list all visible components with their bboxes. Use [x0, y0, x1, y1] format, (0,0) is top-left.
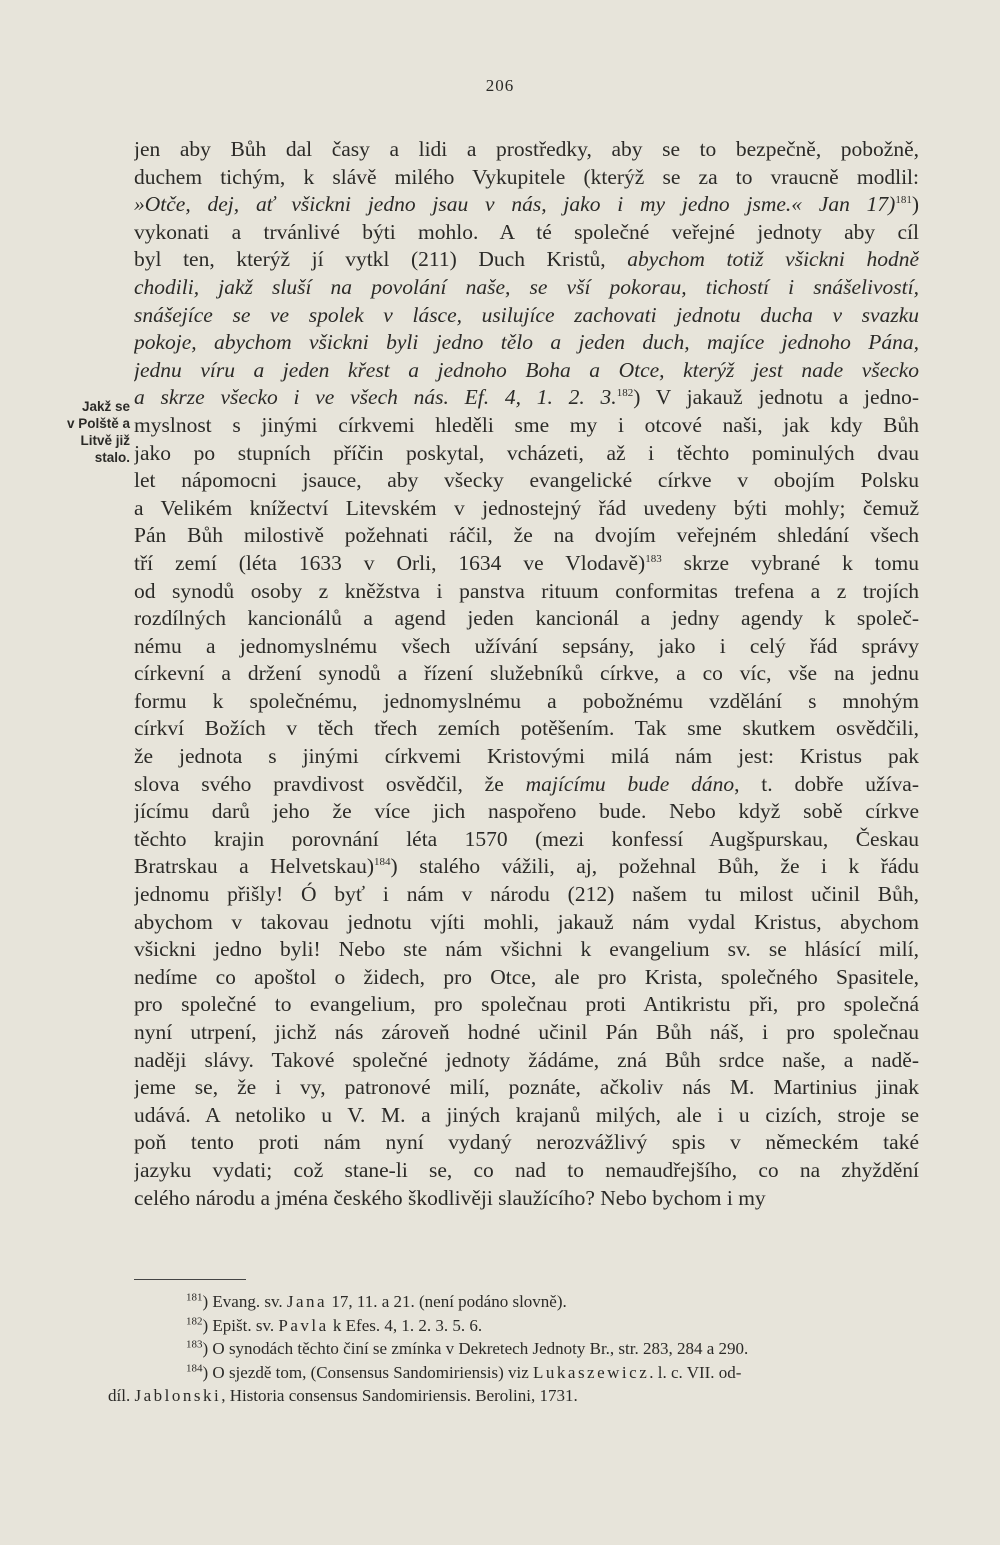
text-line — [134, 164, 919, 192]
text-line — [134, 302, 919, 330]
text-segment: snášejíce se ve spolek v lásce, usilujíce zachovati jednotu ducha v svazku — [134, 302, 919, 327]
text-line — [134, 688, 919, 716]
text-segment: jako po stupních příčin poskytal, vcházeti, až i těchto pominulých dvau — [134, 440, 919, 465]
text-segment: jeme se, že i vy, patronové milí, poznáte, ačkoliv nás M. Martinius jinak — [134, 1075, 919, 1100]
body-text — [134, 136, 919, 1212]
margin-note-line: stalo. — [94, 450, 130, 465]
text-line — [134, 1019, 919, 1047]
text-segment: jednomu přišly! Ó byť i nám v národu (212) našem tu milost učinil Bůh, — [134, 882, 919, 907]
text-line — [134, 219, 919, 247]
text-line — [134, 743, 919, 771]
text-segment: let nápomocni jsauce, aby všecky evangelické církve v obojím Polsku — [134, 468, 919, 493]
text-line — [134, 550, 919, 578]
text-segment: chodili, jakž sluší na povolání naše, se vší pokorau, tichostí i snášelivostí, — [134, 274, 919, 299]
footnotes — [108, 1290, 919, 1408]
text-line — [134, 522, 919, 550]
margin-note-line: Jakž se — [81, 399, 130, 414]
text-line — [134, 274, 919, 302]
text-segment: slova svého pravdivost osvědčil, že — [134, 771, 526, 796]
text-segment: Bratrskau a Helvetskau) — [134, 854, 375, 879]
footnote-divider — [134, 1279, 246, 1280]
footnote-reference: 183 — [645, 552, 662, 565]
text-line — [134, 660, 919, 688]
margin-note-line: Litvě již — [80, 433, 130, 448]
text-segment: udává. A netoliko u V. M. a jiných krajanů milých, ale i u cizích, stroje se — [134, 1102, 919, 1127]
footnote-number: 181 — [186, 1291, 203, 1304]
text-segment: ) stalého vážili, aj, požehnal Bůh, že i k řádu — [390, 854, 919, 879]
footnote-text: Jablonski — [134, 1386, 222, 1405]
text-segment: poň tento proti nám nyní vydaný nerozvážlivý spis v německém také — [134, 1130, 919, 1155]
footnote-text: . l. c. VII. od- — [649, 1362, 742, 1382]
footnote-text: k Efes. 4, 1. 2. 3. 5. 6. — [328, 1315, 483, 1335]
footnote-text: , Historia consensus Sandomiriensis. Berolini, 1731. — [221, 1386, 578, 1405]
text-line — [134, 936, 919, 964]
text-segment: rozdílných kancionálů a agend jeden kancionál a jedny agendy k společ- — [134, 606, 919, 631]
text-line — [134, 412, 919, 440]
text-segment: nyní utrpení, jichž nás zároveň hodné učinil Pán Bůh náš, i pro společnau — [134, 1020, 919, 1044]
margin-note — [48, 398, 130, 466]
text-line — [134, 826, 919, 854]
footnote — [134, 1290, 919, 1314]
footnote — [134, 1361, 919, 1385]
text-line — [134, 771, 919, 799]
text-segment: nému a jednomyslnému všech užívání sepsány, jako i celý řád správy — [134, 633, 919, 658]
footnote-reference: 182 — [616, 387, 634, 400]
text-segment: jazyku vydati; což stane-li se, co nad to nemaudřejšího, co na zhyždění — [134, 1157, 919, 1182]
footnote-text: ) Evang. sv. — [202, 1292, 287, 1311]
page-number: 206 — [485, 76, 515, 95]
text-segment: pro společné to evangelium, pro společnau proti Antikristu při, pro společná — [134, 992, 919, 1017]
footnote-text: ) O sjezdě tom, (Consensus Sandomiriensis) viz — [202, 1362, 534, 1382]
text-line — [134, 964, 919, 992]
text-line — [134, 440, 919, 468]
footnote-text: Pavla — [278, 1315, 329, 1335]
text-line — [134, 881, 919, 909]
text-segment: myslnost s jinými církvemi hleděli sme my i otcové naši, jak kdy Bůh — [134, 412, 919, 437]
footnote — [108, 1384, 919, 1408]
text-line — [134, 357, 919, 385]
text-segment: ) V jakauž jednotu a jedno- — [633, 385, 919, 410]
text-line — [134, 605, 919, 633]
text-segment: , t. dobře užíva- — [734, 771, 919, 796]
text-line — [134, 1157, 919, 1185]
footnote-number: 183 — [186, 1338, 203, 1351]
text-segment: naději slávy. Takové společné jednoty žádáme, zná Bůh srdce naše, a nadě- — [134, 1047, 919, 1072]
text-line — [134, 578, 919, 606]
text-segment: Pán Bůh milostivě požehnati ráčil, že na dvojím veřejném shledání všech — [134, 523, 919, 548]
text-line — [134, 191, 919, 219]
text-segment: církví Božích v těch třech zemích potěšením. Tak sme skutkem osvědčili, — [134, 716, 919, 741]
text-segment: ) — [911, 192, 919, 217]
footnote — [134, 1314, 919, 1338]
text-segment: a Velikém knížectví Litevském v jednostejný řád uvedeny býti mohly; čemuž — [134, 495, 919, 520]
footnote-reference: 181 — [895, 194, 912, 207]
text-segment: »Otče, dej, ať všickni jedno jsau v nás, jako i my jedno jsme.« Jan 17) — [134, 192, 896, 217]
text-line — [134, 246, 919, 274]
text-segment: majícímu bude dáno — [525, 771, 735, 796]
text-segment: tří zemí (léta 1633 v Orli, 1634 ve Vlodavě) — [134, 550, 646, 575]
text-segment: formu k společnému, jednomyslnému a pobožnému vzdělání s mnohým — [134, 688, 919, 713]
text-line — [134, 1102, 919, 1130]
text-segment: abychom v takovau jednotu vjíti mohli, jakauž nám vydal Kristus, abychom — [134, 909, 919, 934]
footnote-text: Jana — [286, 1292, 328, 1311]
footnote-text: ) O synodách těchto činí se zmínka v Dekretech Jednoty Br., str. 283, 284 a 290. — [202, 1339, 749, 1358]
footnote-text: ) Epišt. sv. — [202, 1315, 279, 1335]
text-segment: jednu víru a jeden křest a jednoho Boha a Otce, kterýž jest nade všecko — [134, 357, 919, 382]
text-segment: jícímu darů jeho že více jich naspořeno bude. Nebo když sobě církve — [134, 799, 919, 824]
text-line — [134, 1129, 919, 1157]
text-segment: jen aby Bůh dal časy a lidi a prostředky, aby se to bezpečně, pobožně, — [134, 137, 919, 161]
footnote-number: 184 — [186, 1361, 203, 1374]
footnote-reference: 184 — [374, 856, 391, 869]
text-segment: nedíme co apoštol o židech, pro Otce, ale pro Krista, společného Spasitele, — [134, 964, 919, 989]
footnote — [134, 1337, 919, 1361]
footnote-text: díl. — [108, 1386, 135, 1405]
text-segment: pokoje, abychom všickni byli jedno tělo a jeden duch, majíce jednoho Pána, — [134, 330, 919, 355]
text-segment: duchem tichým, k slávě milého Vykupitele (kterýž se za to vraucně modlil: — [134, 164, 919, 189]
footnote-text: Lukaszewicz — [533, 1362, 650, 1382]
text-segment: abychom totiž všickni hodně — [627, 247, 919, 272]
text-line — [134, 495, 919, 523]
text-line — [134, 909, 919, 937]
text-line — [134, 1185, 919, 1213]
footnote-number: 182 — [186, 1314, 203, 1327]
text-line — [134, 1047, 919, 1075]
text-line — [134, 798, 919, 826]
margin-note-line: v Polště a — [66, 416, 130, 431]
text-line — [134, 853, 919, 881]
text-line — [134, 384, 919, 412]
text-segment: celého národu a jména českého škodlivěji slaužícího? Nebo bychom i my — [134, 1185, 766, 1210]
text-segment: že jednota s jinými církvemi Kristovými milá nám jest: Kristus pak — [134, 744, 919, 769]
text-segment: církevní a držení synodů a řízení služebníků církve, a co víc, vše na jednu — [134, 661, 919, 686]
text-line — [134, 1074, 919, 1102]
text-line — [134, 715, 919, 743]
text-line — [134, 329, 919, 357]
text-line — [134, 633, 919, 661]
text-segment: skrze vybrané k tomu — [661, 550, 919, 575]
text-segment: byl ten, kterýž jí vytkl (211) Duch Kristů, — [134, 247, 628, 272]
text-segment: těchto krajin porovnání léta 1570 (mezi konfessí Augšpurskau, Českau — [134, 826, 919, 851]
text-line — [134, 136, 919, 164]
text-segment: a skrze všecko i ve všech nás. Ef. 4, 1. 2. 3. — [134, 385, 617, 410]
footnote-text: 17, 11. a 21. (není podáno slovně). — [327, 1292, 567, 1311]
text-segment: všickni jedno byli! Nebo ste nám všichni k evangelium sv. se hlásící milí, — [134, 937, 919, 962]
text-line — [134, 991, 919, 1019]
text-segment: vykonati a trvánlivé býti mohlo. A té společné veřejné jednoty aby cíl — [134, 219, 919, 244]
text-segment: od synodů osoby z kněžstva i panstva rituum conformitas trefena a z trojích — [134, 578, 919, 603]
text-line — [134, 467, 919, 495]
